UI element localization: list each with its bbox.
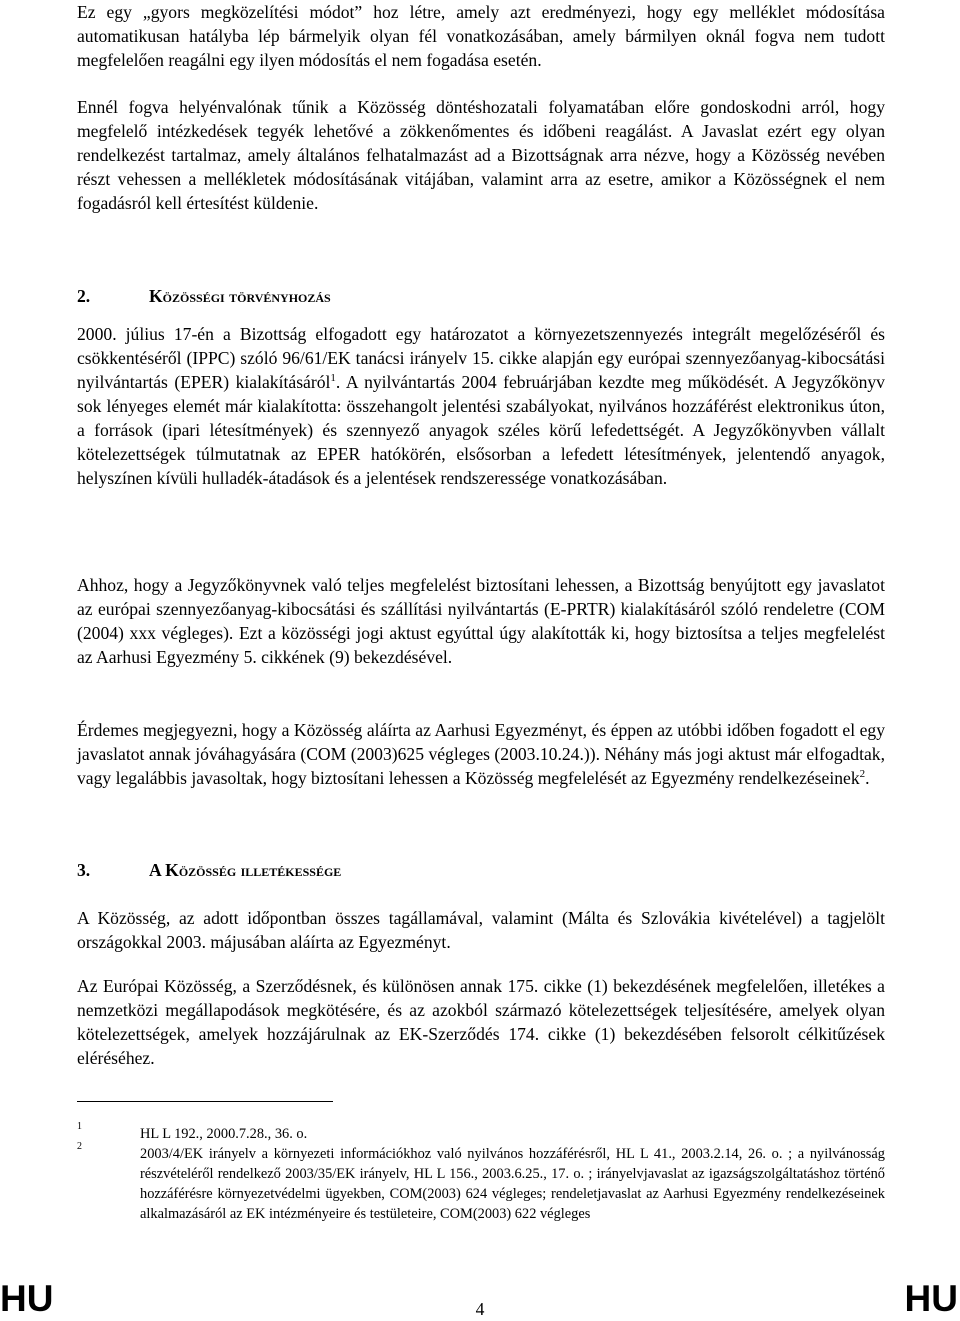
footer-language-code-left: HU — [0, 1278, 54, 1319]
footer-language-code-right: HU — [904, 1278, 958, 1319]
paragraph-decision-making: Ennél fogva helyénvalónak tűnik a Közösség döntéshozatali folyamatában előre gondoskodni arról, hogy megfelelő intézkedések tegyék lehetővé a zökkenőmentes és időbeni reagálást. A Javaslat ezért egy olyan rendelkezést tartalmaz, amely általános felhatalmazást ad a Bizottságnak arra nézve, hogy a Közösség nevében részt vehessen a mellékletek módosításának vitájában, valamint arra az esetre, amikor a Közösségnek el nem fogadásról kell értesítést küldenie. — [77, 97, 885, 213]
paragraph-competence: Az Európai Közösség, a Szerződésnek, és különösen annak 175. cikke (1) bekezdésének megfelelően, illetékes a nemzetközi megállapodások megkötésére, és az azokból származó kötelezettségek teljesítésére, amelyek olyan kötelezettségek, amelyek hozzájárulnak az EK-Szerződés 174. cikke (1) bekezdésében felsorolt célkitűzések eléréséhez. — [77, 976, 885, 1068]
footnote-separator — [77, 1101, 333, 1102]
section-heading-3 — [77, 858, 885, 882]
footnote-text: HL L 192., 2000.7.28., 36. o. — [140, 1126, 308, 1142]
section-number: 2. — [77, 286, 91, 306]
section-number: 3. — [77, 860, 91, 880]
footnote-ref-1: 1 — [330, 372, 336, 385]
section-title: Közösségi törvényhozás — [149, 286, 331, 306]
footnote-text: 2003/4/EK irányelv a környezeti információkhoz való nyilvános hozzáférésről, HL L 41., 2003.2.14, 26. o. ; a nyilvánosság részvételéről rendelkező 2003/35/EK irányelv, HL L 156., 2003.6.25., 17. o. ; irányelvjavaslat az igazságszolgáltatáshoz történő hozzáférésre környezetvédelmi ügyekben, COM(2003) 624 végleges; rendeletjavaslat az Aarhusi Egyezmény rendelkezéseinek alkalmazásáról az EK intézményeire és testületeire, COM(2003) 622 végleges — [140, 1146, 885, 1222]
paragraph-aarhus-part-b: . — [865, 768, 870, 788]
paragraph-eper-part-a: 2000. július 17-én a Bizottság elfogadott egy határozatot a környezetszennyezés integrált megelőzéséről és csökkentéséről (IPPC) szóló 96/61/EK tanácsi irányelv 15. cikke alapján egy európai szennyezőanyag-kibocsátási nyilvántartás (EPER) kialakításáról — [77, 324, 885, 392]
footnote-mark: 1 — [77, 1121, 82, 1132]
page-number: 4 — [475, 1299, 485, 1319]
footnote-ref-2: 2 — [859, 768, 866, 781]
paragraph-aarhus — [77, 718, 885, 790]
section-title: A Közösség illetékessége — [149, 860, 342, 880]
paragraph-eper — [77, 322, 885, 490]
paragraph-aarhus-part-a: Érdemes megjegyezni, hogy a Közösség aláírta az Aarhusi Egyezményt, és éppen az utóbbi időben fogadott el egy javaslatot annak jóváhagyására (COM (2003)625 végleges (2003.10.24.)). Néhány más jogi aktust már elfogadtak, vagy legalábbis javasoltak, hogy biztosítani lehessen a Közösség megfelelését az Egyezmény rendelkezéseinek — [77, 720, 885, 788]
paragraph-fast-track: Ez egy „gyors megközelítési módot” hoz létre, amely azt eredményezi, hogy egy melléklet módosítása automatikusan hatályba lép bármelyik olyan fél vonatkozásában, amely bármilyen oknál fogva nem tudott megfelelően reagálni egy ilyen módosítás el nem fogadása esetén. — [77, 2, 885, 70]
paragraph-eper-part-b: . A nyilvántartás 2004 februárjában kezdte meg működését. A Jegyzőkönyv sok lényeges elemét már kialakította: összehangolt jelentési szabályokat, nyilvános hozzáférést elektronikus úton, a források (ipari létesítmények) és szennyező anyagok széles körű lefedettségét. A Jegyzőkönyvben vállalt kötelezettségek túlmutatnak az EPER hatókörén, elsősorban a lefedett létesítmények, jelentendő anyagok, helyszínen kívüli hulladék-átadások és a jelentések rendszeressége vonatkozásában. — [77, 372, 885, 488]
footnote-2 — [77, 1141, 885, 1224]
paragraph-e-prtr: Ahhoz, hogy a Jegyzőkönyvnek való teljes megfelelést biztosítani lehessen, a Bizottság benyújtott egy javaslatot az európai szennyezőanyag-kibocsátási és szállítási nyilvántartás (E-PRTR) kialakításáról szóló rendeletre (COM (2004) xxx végleges). Ezt a közösségi jogi aktust egyúttal úgy alakították ki, hogy biztosítsa a teljes megfelelést az Aarhusi Egyezmény 5. cikkének (9) bekezdésével. — [77, 575, 885, 667]
footnote-1 — [77, 1121, 885, 1144]
section-heading-2 — [77, 284, 885, 308]
paragraph-signature: A Közösség, az adott időpontban összes tagállamával, valamint (Málta és Szlovákia kivételével) a tagjelölt országokkal 2003. májusában aláírta az Egyezményt. — [77, 908, 885, 952]
footnote-mark: 2 — [77, 1141, 82, 1152]
